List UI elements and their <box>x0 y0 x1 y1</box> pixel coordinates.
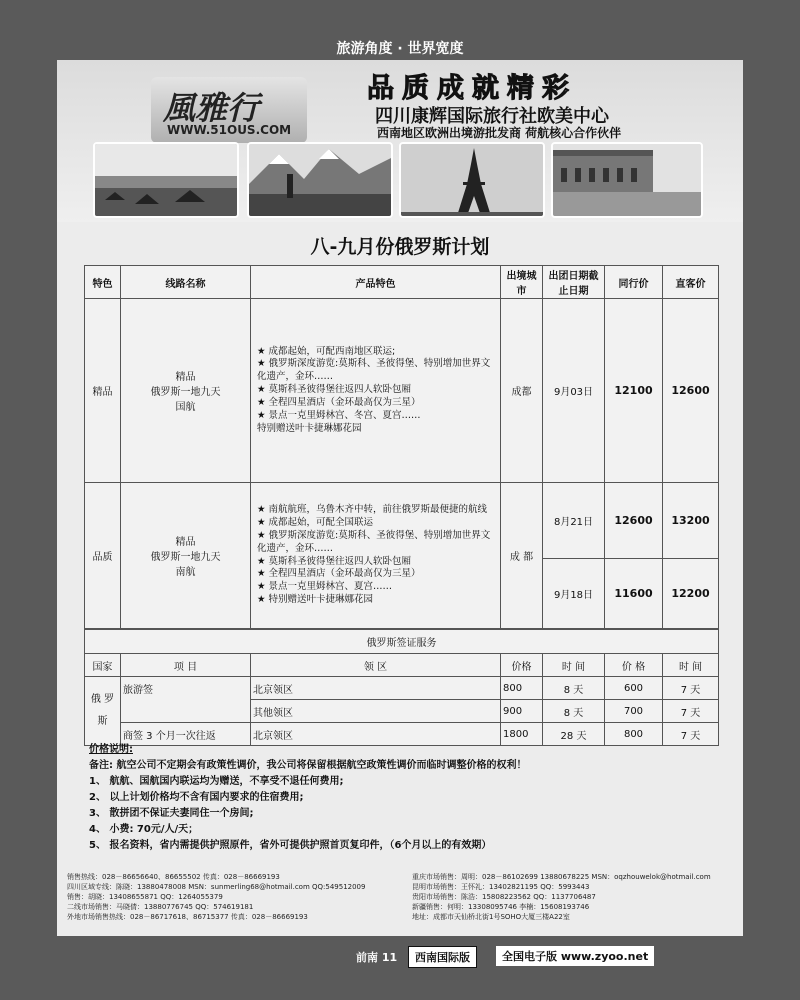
feature-line: ★ 全程四星酒店（金环最高仅为三星） <box>257 568 421 580</box>
route-line: 精品 <box>175 537 196 548</box>
route-cell <box>121 483 251 629</box>
time-cell: 7 天 <box>663 723 719 746</box>
feature-line: ★ 莫斯科圣彼得堡往返四人软卧包厢 <box>257 555 412 567</box>
visa-header-row <box>85 654 719 677</box>
visa-title-row <box>85 630 719 654</box>
route-line: 南航 <box>175 567 196 578</box>
city-cell: 成都 <box>501 299 543 483</box>
feature-line: ★ 成都起始，可配西南地区联运; <box>257 345 396 357</box>
feature-line: 特别赠送叶卡捷琳娜花园 <box>257 422 362 434</box>
route-cell <box>121 299 251 483</box>
note-line: 3、 散拼团不保证夫妻同住一个房间; <box>89 808 254 819</box>
price-cell: 600 <box>605 677 663 700</box>
header-cell: 直客价 <box>663 266 719 299</box>
price-cell: 800 <box>501 677 543 700</box>
header-cell: 同行价 <box>605 266 663 299</box>
header-cell: 产品特色 <box>251 266 501 299</box>
visa-item-cell: 商签 3 个月一次往返 <box>121 723 251 746</box>
table-row <box>85 299 719 483</box>
contact-line: 昆明市场销售：王怀礼：13402821195 QQ：5993443 <box>412 883 590 891</box>
header-cell: 项 目 <box>121 654 251 677</box>
feature-line: ★ 成都起始，可配全国联运 <box>257 517 374 529</box>
price-notes <box>89 742 719 854</box>
time-cell: 28 天 <box>543 723 605 746</box>
header-cell: 出境城市 <box>501 266 543 299</box>
edition-badge: 西南国际版 <box>408 946 477 968</box>
region-cell: 北京领区 <box>251 677 501 700</box>
note-line: 2、 以上计划价格均不含有国内要求的住宿费用; <box>89 792 304 803</box>
note-line: 备注: 航空公司不定期会有政策性调价，我公司将保留根据航空政策性调价而临时调整价格的权利！ <box>89 760 527 771</box>
photo-eiffel-tower <box>399 142 545 218</box>
table-row <box>85 677 719 700</box>
feature-line: 化遗产，金环…… <box>257 542 334 554</box>
time-cell: 7 天 <box>663 700 719 723</box>
contact-line: 销售热线：028－86656640、86655502 传真：028－86669193 <box>67 873 280 881</box>
route-line: 俄罗斯一地九天 <box>150 387 221 398</box>
visa-item-cell: 旅游签 <box>121 677 251 723</box>
bottom-bar <box>0 944 800 968</box>
note-line: 1、 航航、国航国内联运均为赠送，不享受不退任何费用; <box>89 776 344 787</box>
top-banner: 旅游角度 · 世界宽度 <box>336 41 464 57</box>
date-cell: 8月21日 <box>543 483 605 559</box>
agency-name: 四川康辉国际旅行社欧美中心 <box>375 106 609 127</box>
region-cell: 北京领区 <box>251 723 501 746</box>
features-cell <box>251 299 501 483</box>
region-cell: 其他领区 <box>251 700 501 723</box>
peer-price-cell: 12600 <box>605 483 663 559</box>
brochure-page <box>57 60 743 936</box>
direct-price-cell: 13200 <box>663 483 719 559</box>
contact-line: 四川区域专线：陈晓：13880478008 MSN：sunmerling68@hotmail.com QQ:549512009 <box>67 883 366 891</box>
feature-line: 化遗产，金环…… <box>257 371 334 383</box>
tour-table <box>84 265 719 629</box>
visa-title: 俄罗斯签证服务 <box>85 630 719 654</box>
contact-line: 外地市场销售热线：028－86717618、86715377 传真：028－86669193 <box>67 913 308 921</box>
time-cell: 7 天 <box>663 677 719 700</box>
page-label: 前南 11 <box>356 951 398 964</box>
header-cell: 领 区 <box>251 654 501 677</box>
feature-line: ★ 全程四星酒店（金环最高仅为三星） <box>257 396 421 408</box>
web-address: 全国电子版 www.zyoo.net <box>496 946 654 966</box>
time-cell: 8 天 <box>543 677 605 700</box>
header-cell: 线路名称 <box>121 266 251 299</box>
table-row <box>85 483 719 559</box>
header-cell: 时 间 <box>663 654 719 677</box>
feature-line: ★ 莫斯科圣彼得堡往返四人软卧包厢 <box>257 384 412 396</box>
feature-line: ★ 景点一克里姆林宫、冬宫、夏宫…… <box>257 409 421 421</box>
contact-line: 新疆销售：何明：13308095746 李楠：15608193746 <box>412 903 590 911</box>
city-cell: 成 都 <box>501 483 543 629</box>
contact-line: 贵阳市场销售：陈浩：15808223562 QQ：1137706487 <box>412 893 596 901</box>
contacts-left <box>67 872 397 922</box>
note-line: 4、 小费: 70元/人/天； <box>89 824 199 835</box>
price-cell: 900 <box>501 700 543 723</box>
date-cell: 9月18日 <box>543 559 605 629</box>
photo-lake-town <box>93 142 239 218</box>
route-line: 国航 <box>175 402 196 413</box>
header-cell: 国家 <box>85 654 121 677</box>
feature-line: ★ 特别赠送叶卡捷琳娜花园 <box>257 593 374 605</box>
category-cell: 精品 <box>85 299 121 483</box>
header-cell: 时 间 <box>543 654 605 677</box>
feature-line: ★ 俄罗斯深度游览:莫斯科、圣彼得堡、特别增加世界文 <box>257 358 491 370</box>
route-line: 俄罗斯一地九天 <box>150 552 221 563</box>
price-cell: 800 <box>605 723 663 746</box>
slogan: 品质成就精彩 <box>367 73 577 104</box>
date-cell: 9月03日 <box>543 299 605 483</box>
price-cell: 1800 <box>501 723 543 746</box>
contact-line: 重庆市场销售：周明：028－86102699 13880678225 MSN：oqzhouwelok@hotmail.com <box>412 873 711 881</box>
header <box>57 60 743 222</box>
table-header-row <box>85 266 719 299</box>
feature-line: ★ 南航航班，乌鲁木齐中转，前往俄罗斯最便捷的航线 <box>257 504 488 516</box>
logo-text: 風雅行 <box>163 89 260 127</box>
photo-waterfront-palace <box>551 142 703 218</box>
tagline: 西南地区欧洲出境游批发商 荷航核心合作伙伴 <box>377 126 622 140</box>
direct-price-cell: 12200 <box>663 559 719 629</box>
header-cell: 出团日期截止日期 <box>543 266 605 299</box>
contact-footer <box>67 872 733 922</box>
header-cell: 特色 <box>85 266 121 299</box>
visa-table <box>84 629 719 746</box>
peer-price-cell: 11600 <box>605 559 663 629</box>
price-cell: 700 <box>605 700 663 723</box>
contact-line: 二线市场销售：马晓倩：13880776745 QQ：574619181 <box>67 903 254 911</box>
page-title: 八-九月份俄罗斯计划 <box>310 236 490 258</box>
features-cell <box>251 483 501 629</box>
category-cell: 品质 <box>85 483 121 629</box>
direct-price-cell: 12600 <box>663 299 719 483</box>
country-cell: 俄 罗 斯 <box>85 677 121 746</box>
notes-heading: 价格说明: <box>89 744 133 755</box>
feature-line: ★ 俄罗斯深度游览:莫斯科、圣彼得堡、特别增加世界文 <box>257 529 491 541</box>
contacts-right <box>412 872 742 922</box>
photo-mountain-village <box>247 142 393 218</box>
feature-line: ★ 景点一克里姆林宫、夏宫…… <box>257 581 393 593</box>
contact-line: 地址：成都市天仙桥北街1号SOHO大厦三楼A22室 <box>412 913 570 921</box>
header-cell: 价 格 <box>605 654 663 677</box>
header-cell: 价格 <box>501 654 543 677</box>
tour-table-area <box>84 265 718 746</box>
note-line: 5、 报名资料，省内需提供护照原件，省外可提供护照首页复印件，（6个月以上的有效期） <box>89 840 492 851</box>
logo-url: WWW.51OUS.COM <box>167 123 292 137</box>
contact-line: 销售：胡晓：13408655871 QQ：1264055379 <box>67 893 223 901</box>
time-cell: 8 天 <box>543 700 605 723</box>
peer-price-cell: 12100 <box>605 299 663 483</box>
route-line: 精品 <box>175 372 196 383</box>
